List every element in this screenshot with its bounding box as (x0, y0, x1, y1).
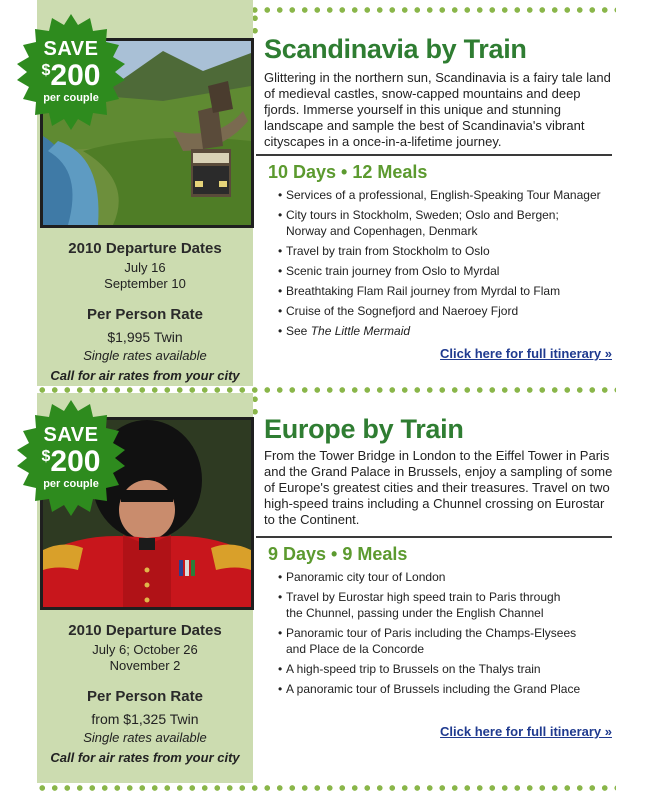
departure-date: November 2 (109, 658, 181, 673)
section-rule (256, 154, 612, 156)
badge-amount (41, 58, 101, 92)
rate-suffix: Twin (153, 329, 183, 345)
tour-highlights (278, 569, 618, 701)
list-item: • A panoramic tour of Brussels including the Grand Place (278, 681, 618, 697)
list-item: • Travel by Eurostar high speed train to Paris through the Chunnel, passing under the English Channel (278, 589, 578, 621)
badge-amount-value: 200 (50, 58, 101, 92)
list-item (278, 323, 618, 339)
list-item: • Services of a professional, English-Speaking Tour Manager (278, 187, 618, 203)
rate-value: $1,995 (107, 329, 151, 345)
tour-intro: Glittering in the northern sun, Scandinavia is a fairy tale land of medieval castles, snow-capped mountains and deep fjords. Immerse yourself in this unique and stunning landscape and sample the best of Scandinavia's vibrant cityscapes in a once-in-a-lifetime journey. (264, 70, 611, 149)
departure-info (37, 622, 253, 768)
save-badge (12, 12, 130, 130)
badge-per-couple: per couple (43, 91, 99, 104)
tour-title: Europe by Train (264, 414, 464, 444)
air-rates-note: Call for air rates from your city (50, 750, 240, 765)
list-item: • Travel by train from Stockholm to Oslo (278, 243, 618, 259)
list-item: • City tours in Stockholm, Sweden; Oslo and Bergen; Norway and Copenhagen, Denmark (278, 207, 568, 239)
single-rates-note: Single rates available (83, 730, 207, 745)
rate-line (37, 710, 253, 728)
list-item: • Panoramic tour of Paris including the Champs-Elysees and Place de la Concorde (278, 625, 588, 657)
departure-date: July 6; October 26 (92, 642, 198, 657)
rate-heading: Per Person Rate (87, 688, 203, 705)
list-item: • Panoramic city tour of London (278, 569, 618, 585)
badge-per-couple: per couple (43, 477, 99, 490)
air-rates-note: Call for air rates from your city (50, 368, 240, 383)
full-itinerary-link[interactable]: Click here for full itinerary » (440, 724, 612, 739)
rate-line (37, 328, 253, 346)
badge-amount-value: 200 (50, 444, 101, 478)
list-item: • Cruise of the Sognefjord and Naeroey Fjord (278, 303, 618, 319)
departure-date: July 16 (124, 260, 166, 275)
rate-value: from $1,325 (91, 711, 167, 727)
list-item-prefix: See (286, 324, 311, 338)
departure-info (37, 240, 253, 386)
rate-heading: Per Person Rate (87, 306, 203, 323)
tour-title: Scandinavia by Train (264, 34, 527, 64)
tour-intro: From the Tower Bridge in London to the Eiffel Tower in Paris and the Grand Palace in Brussels, enjoy a sampling of some of Europe's greatest cities and their treasures. Travel on two high-speed trains including a Chunnel crossing on Eurostar to the Continent. (264, 448, 613, 527)
list-item-italic: The Little Mermaid (310, 324, 411, 338)
badge-amount (41, 444, 101, 478)
badge-currency: $ (41, 447, 51, 465)
departure-date: September 10 (104, 276, 186, 291)
tour-subhead: 9 Days • 9 Meals (268, 544, 408, 564)
save-badge (12, 398, 130, 516)
section-rule (256, 536, 612, 538)
badge-save-label: SAVE (43, 37, 99, 60)
list-item: • Breathtaking Flam Rail journey from Myrdal to Flam (278, 283, 618, 299)
list-item: • A high-speed trip to Brussels on the Thalys train (278, 661, 618, 677)
tour-subhead: 10 Days • 12 Meals (268, 162, 428, 182)
dotted-divider-bottom (36, 784, 616, 792)
departure-heading: 2010 Departure Dates (68, 622, 222, 639)
rate-suffix: Twin (169, 711, 199, 727)
single-rates-note: Single rates available (83, 348, 207, 363)
list-item: • Scenic train journey from Oslo to Myrdal (278, 263, 618, 279)
badge-currency: $ (41, 61, 51, 79)
tour-highlights (278, 187, 618, 343)
badge-save-label: SAVE (43, 423, 99, 446)
full-itinerary-link[interactable]: Click here for full itinerary » (440, 346, 612, 361)
departure-heading: 2010 Departure Dates (68, 240, 222, 257)
